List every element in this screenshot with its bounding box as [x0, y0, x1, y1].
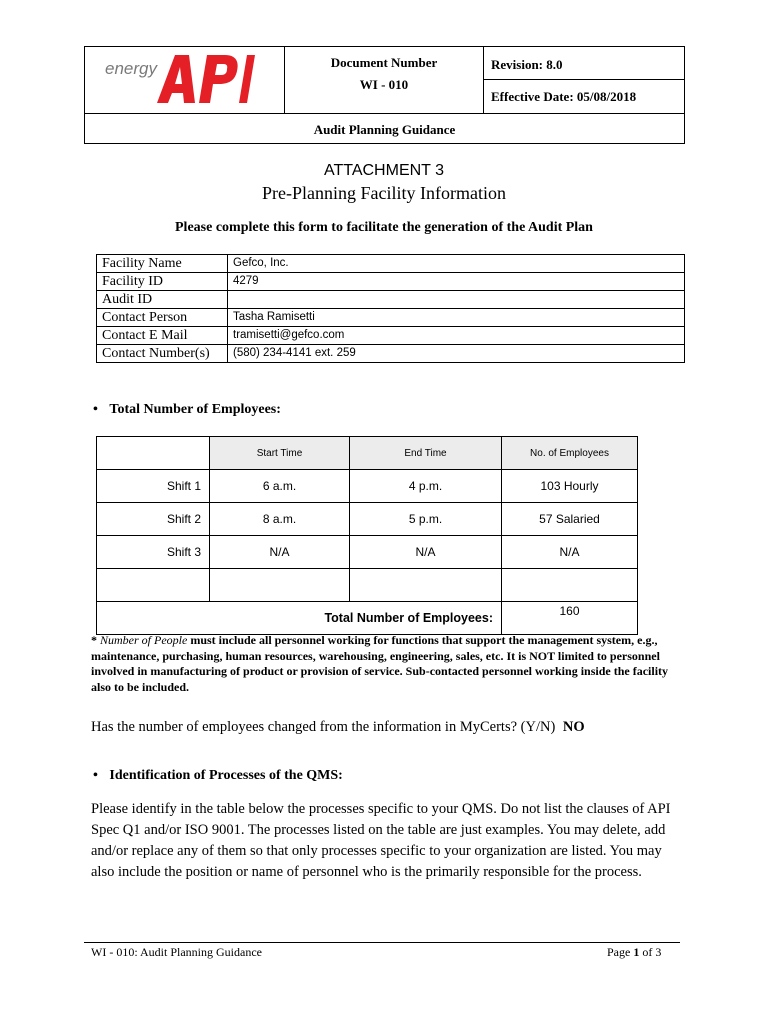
note-italic: Number of People	[100, 633, 188, 647]
facility-value[interactable]	[228, 291, 685, 309]
header-subtitle: Audit Planning Guidance	[85, 113, 684, 144]
column-header: No. of Employees	[502, 437, 638, 470]
shift-label: Shift 1	[97, 470, 210, 503]
facility-label: Contact Person	[97, 309, 228, 327]
shift-label: Shift 2	[97, 503, 210, 536]
column-header: End Time	[350, 437, 502, 470]
table-row	[97, 309, 685, 327]
facility-label: Audit ID	[97, 291, 228, 309]
table-row	[97, 536, 638, 569]
page-word: Page	[607, 945, 634, 959]
attachment-title: ATTACHMENT 3	[323, 162, 444, 179]
logo-energy-text: energy	[105, 59, 157, 78]
employee-count[interactable]	[502, 569, 638, 602]
question-answer[interactable]: NO	[562, 719, 585, 735]
facility-value[interactable]: 4279	[228, 273, 685, 291]
facility-label: Facility Name	[97, 255, 228, 273]
form-instruction: Please complete this form to facilitate the generation of the Audit Plan	[175, 220, 593, 235]
start-time[interactable]: 6 a.m.	[210, 470, 350, 503]
facility-info-table	[96, 254, 685, 363]
footer-left: WI - 010: Audit Planning Guidance	[91, 945, 262, 959]
facility-value[interactable]: Tasha Ramisetti	[228, 309, 685, 327]
shift-label	[97, 569, 210, 602]
table-row	[97, 273, 685, 291]
start-time[interactable]	[210, 569, 350, 602]
api-logo	[155, 53, 255, 105]
table-row	[97, 327, 685, 345]
table-header-row	[97, 437, 638, 470]
shift-table	[96, 436, 638, 635]
footer-rule	[84, 942, 680, 943]
end-time[interactable]: 5 p.m.	[350, 503, 502, 536]
note-text: must include all personnel working for functions that support the management system, e.g., maintenance, purchasing, human resources, warehousing, engineering, sales, etc. It is NOT limited to personnel involved in manufacturing of product or provision of service. Sub-contacted personnel working inside the facility also to be included.	[91, 633, 669, 694]
column-header: Start Time	[210, 437, 350, 470]
processes-heading	[93, 768, 343, 784]
facility-label: Contact E Mail	[97, 327, 228, 345]
attachment-subtitle: Pre-Planning Facility Information	[262, 183, 506, 203]
facility-value[interactable]: (580) 234-4141 ext. 259	[228, 345, 685, 363]
page-of: of 3	[639, 945, 662, 959]
table-row	[97, 569, 638, 602]
table-row	[97, 470, 638, 503]
revision: Revision: 8.0	[484, 47, 684, 80]
employees-heading-text: Total Number of Employees:	[109, 402, 281, 417]
total-value[interactable]: 160	[502, 602, 638, 635]
document-header	[84, 46, 685, 144]
bullet-icon: •	[93, 768, 98, 783]
question-text: Has the number of employees changed from the information in MyCerts? (Y/N)	[91, 719, 556, 735]
logo-cell	[85, 47, 285, 113]
change-question	[91, 719, 585, 736]
effective-date: Effective Date: 05/08/2018	[491, 89, 637, 104]
table-row	[97, 291, 685, 309]
end-time[interactable]: N/A	[350, 536, 502, 569]
document-number-cell	[285, 47, 484, 113]
employee-count[interactable]: N/A	[502, 536, 638, 569]
document-number: WI - 010	[359, 77, 409, 92]
start-time[interactable]: N/A	[210, 536, 350, 569]
end-time[interactable]: 4 p.m.	[350, 470, 502, 503]
employees-heading	[93, 402, 281, 418]
employee-count[interactable]: 57 Salaried	[502, 503, 638, 536]
employee-count[interactable]: 103 Hourly	[502, 470, 638, 503]
employee-note	[91, 633, 681, 695]
shift-label: Shift 3	[97, 536, 210, 569]
table-row	[97, 345, 685, 363]
bullet-icon: •	[93, 402, 98, 417]
total-label: Total Number of Employees:	[97, 602, 502, 635]
facility-value[interactable]: Gefco, Inc.	[228, 255, 685, 273]
facility-label: Facility ID	[97, 273, 228, 291]
processes-paragraph: Please identify in the table below the processes specific to your QMS. Do not list the clauses of API Spec Q1 and/or ISO 9001. The processes listed on the table are just examples. You may delete, add and/or replace any of them so that only processes specific to your organization are listed. You may also include the position or name of personnel who is the primarily responsible for the process.	[91, 801, 671, 880]
start-time[interactable]: 8 a.m.	[210, 503, 350, 536]
note-prefix: *	[91, 633, 100, 647]
footer-page	[607, 945, 661, 960]
end-time[interactable]	[350, 569, 502, 602]
facility-label: Contact Number(s)	[97, 345, 228, 363]
table-row	[97, 503, 638, 536]
facility-value[interactable]: tramisetti@gefco.com	[228, 327, 685, 345]
document-number-label: Document Number	[330, 55, 438, 70]
column-header	[97, 437, 210, 470]
table-row	[97, 255, 685, 273]
page-number: 1	[633, 945, 640, 959]
total-row	[97, 602, 638, 635]
processes-heading-text: Identification of Processes of the QMS:	[109, 768, 343, 783]
